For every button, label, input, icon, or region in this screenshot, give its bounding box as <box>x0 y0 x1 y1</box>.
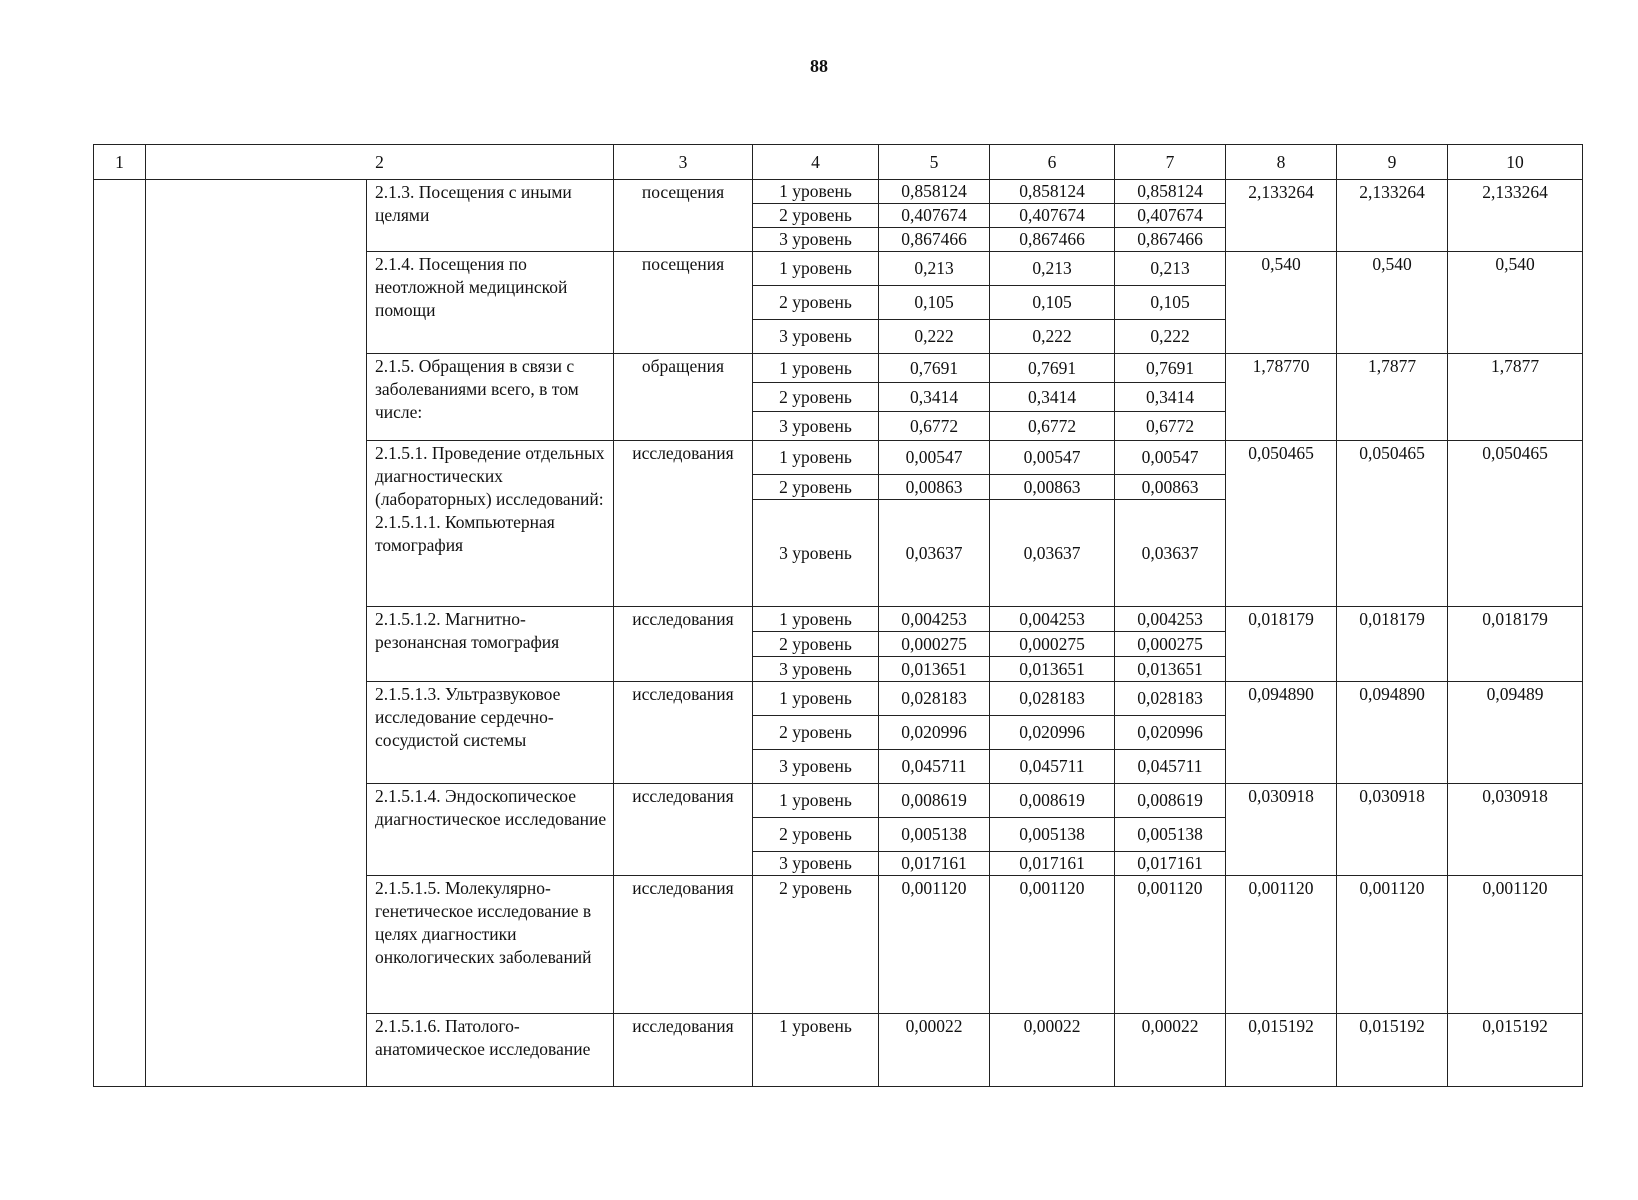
col1-cell <box>94 180 146 1087</box>
indicator-name: 2.1.5.1.2. Магнитно-резонансная томография <box>367 607 614 682</box>
value-cell-5: 0,045711 <box>879 750 990 784</box>
value-cell-6: 0,03637 <box>990 500 1115 607</box>
unit-cell: исследования <box>614 876 753 1014</box>
value-cell-8: 0,540 <box>1226 252 1337 354</box>
level-cell: 2 уровень <box>753 632 879 657</box>
level-cell: 2 уровень <box>753 475 879 500</box>
value-cell-8: 0,001120 <box>1226 876 1337 1014</box>
value-cell-6: 0,017161 <box>990 852 1115 876</box>
level-cell: 2 уровень <box>753 818 879 852</box>
level-cell: 3 уровень <box>753 412 879 441</box>
header-cell: 8 <box>1226 145 1337 180</box>
level-cell: 3 уровень <box>753 750 879 784</box>
level-cell: 1 уровень <box>753 180 879 204</box>
value-cell-7: 0,222 <box>1115 320 1226 354</box>
value-cell-6: 0,004253 <box>990 607 1115 632</box>
value-cell-6: 0,00863 <box>990 475 1115 500</box>
value-cell-7: 0,3414 <box>1115 383 1226 412</box>
value-cell-7: 0,00547 <box>1115 441 1226 475</box>
level-cell: 3 уровень <box>753 320 879 354</box>
unit-cell: исследования <box>614 784 753 876</box>
level-cell: 2 уровень <box>753 876 879 1014</box>
value-cell-5: 0,000275 <box>879 632 990 657</box>
value-cell-7: 0,004253 <box>1115 607 1226 632</box>
value-cell-6: 0,020996 <box>990 716 1115 750</box>
value-cell-9: 1,7877 <box>1337 354 1448 441</box>
indicator-name: 2.1.4. Посещения по неотложной медицинской помощи <box>367 252 614 354</box>
value-cell-7: 0,013651 <box>1115 657 1226 682</box>
unit-cell: исследования <box>614 682 753 784</box>
value-cell-5: 0,7691 <box>879 354 990 383</box>
header-cell: 5 <box>879 145 990 180</box>
level-cell: 1 уровень <box>753 784 879 818</box>
value-cell-10: 0,540 <box>1448 252 1583 354</box>
value-cell-8: 0,018179 <box>1226 607 1337 682</box>
value-cell-7: 0,105 <box>1115 286 1226 320</box>
value-cell-8: 0,094890 <box>1226 682 1337 784</box>
value-cell-10: 0,001120 <box>1448 876 1583 1014</box>
indicator-name: 2.1.5. Обращения в связи с заболеваниями всего, в том числе: <box>367 354 614 441</box>
value-cell-5: 0,867466 <box>879 228 990 252</box>
value-cell-10: 0,018179 <box>1448 607 1583 682</box>
header-cell: 4 <box>753 145 879 180</box>
header-cell: 7 <box>1115 145 1226 180</box>
value-cell-6: 0,00022 <box>990 1014 1115 1087</box>
indicator-name: 2.1.5.1.5. Молекулярно-генетическое исследование в целях диагностики онкологических заболеваний <box>367 876 614 1014</box>
indicator-name: 2.1.5.1.3. Ультразвуковое исследование сердечно-сосудистой системы <box>367 682 614 784</box>
value-cell-9: 0,094890 <box>1337 682 1448 784</box>
value-cell-6: 0,407674 <box>990 204 1115 228</box>
value-cell-5: 0,3414 <box>879 383 990 412</box>
value-cell-7: 0,867466 <box>1115 228 1226 252</box>
value-cell-8: 0,015192 <box>1226 1014 1337 1087</box>
header-cell: 9 <box>1337 145 1448 180</box>
level-cell: 2 уровень <box>753 383 879 412</box>
value-cell-5: 0,00863 <box>879 475 990 500</box>
value-cell-6: 0,7691 <box>990 354 1115 383</box>
value-cell-7: 0,005138 <box>1115 818 1226 852</box>
value-cell-6: 0,013651 <box>990 657 1115 682</box>
header-row <box>94 145 1583 180</box>
value-cell-9: 0,001120 <box>1337 876 1448 1014</box>
value-cell-7: 0,858124 <box>1115 180 1226 204</box>
value-cell-10: 0,09489 <box>1448 682 1583 784</box>
unit-cell: исследования <box>614 1014 753 1087</box>
value-cell-5: 0,008619 <box>879 784 990 818</box>
header-cell: 2 <box>146 145 614 180</box>
indicator-name: 2.1.5.1. Проведение отдельных диагностических (лабораторных) исследований: 2.1.5.1.1. Компьютерная томография <box>367 441 614 607</box>
value-cell-10: 0,030918 <box>1448 784 1583 876</box>
value-cell-6: 0,858124 <box>990 180 1115 204</box>
value-cell-7: 0,00863 <box>1115 475 1226 500</box>
value-cell-7: 0,008619 <box>1115 784 1226 818</box>
value-cell-7: 0,045711 <box>1115 750 1226 784</box>
value-cell-6: 0,00547 <box>990 441 1115 475</box>
unit-cell: посещения <box>614 180 753 252</box>
level-cell: 1 уровень <box>753 607 879 632</box>
value-cell-8: 0,030918 <box>1226 784 1337 876</box>
value-cell-6: 0,008619 <box>990 784 1115 818</box>
value-cell-6: 0,005138 <box>990 818 1115 852</box>
value-cell-5: 0,004253 <box>879 607 990 632</box>
value-cell-6: 0,045711 <box>990 750 1115 784</box>
header-cell: 10 <box>1448 145 1583 180</box>
value-cell-5: 0,005138 <box>879 818 990 852</box>
value-cell-10: 0,050465 <box>1448 441 1583 607</box>
unit-cell: исследования <box>614 441 753 607</box>
value-cell-5: 0,105 <box>879 286 990 320</box>
value-cell-7: 0,00022 <box>1115 1014 1226 1087</box>
value-cell-7: 0,028183 <box>1115 682 1226 716</box>
value-cell-7: 0,407674 <box>1115 204 1226 228</box>
table-row <box>94 180 1583 204</box>
value-cell-5: 0,858124 <box>879 180 990 204</box>
level-cell: 1 уровень <box>753 1014 879 1087</box>
value-cell-10: 2,133264 <box>1448 180 1583 252</box>
value-cell-8: 2,133264 <box>1226 180 1337 252</box>
value-cell-7: 0,020996 <box>1115 716 1226 750</box>
value-cell-10: 1,7877 <box>1448 354 1583 441</box>
level-cell: 1 уровень <box>753 441 879 475</box>
indicator-name: 2.1.5.1.4. Эндоскопическое диагностическое исследование <box>367 784 614 876</box>
value-cell-6: 0,222 <box>990 320 1115 354</box>
value-cell-5: 0,001120 <box>879 876 990 1014</box>
value-cell-7: 0,7691 <box>1115 354 1226 383</box>
page-number: 88 <box>810 56 828 76</box>
value-cell-7: 0,001120 <box>1115 876 1226 1014</box>
value-cell-6: 0,3414 <box>990 383 1115 412</box>
value-cell-5: 0,03637 <box>879 500 990 607</box>
value-cell-5: 0,00547 <box>879 441 990 475</box>
level-cell: 2 уровень <box>753 204 879 228</box>
value-cell-6: 0,867466 <box>990 228 1115 252</box>
level-cell: 3 уровень <box>753 657 879 682</box>
value-cell-5: 0,028183 <box>879 682 990 716</box>
indicator-name: 2.1.5.1.6. Патолого-анатомическое исследование <box>367 1014 614 1087</box>
value-cell-5: 0,020996 <box>879 716 990 750</box>
value-cell-6: 0,028183 <box>990 682 1115 716</box>
value-cell-6: 0,105 <box>990 286 1115 320</box>
value-cell-5: 0,00022 <box>879 1014 990 1087</box>
value-cell-7: 0,017161 <box>1115 852 1226 876</box>
value-cell-5: 0,222 <box>879 320 990 354</box>
data-table <box>93 144 1583 1087</box>
indicator-name: 2.1.3. Посещения с иными целями <box>367 180 614 252</box>
value-cell-9: 0,540 <box>1337 252 1448 354</box>
value-cell-9: 2,133264 <box>1337 180 1448 252</box>
level-cell: 2 уровень <box>753 286 879 320</box>
value-cell-5: 0,213 <box>879 252 990 286</box>
value-cell-5: 0,013651 <box>879 657 990 682</box>
value-cell-8: 0,050465 <box>1226 441 1337 607</box>
level-cell: 1 уровень <box>753 354 879 383</box>
value-cell-5: 0,6772 <box>879 412 990 441</box>
value-cell-9: 0,015192 <box>1337 1014 1448 1087</box>
value-cell-5: 0,017161 <box>879 852 990 876</box>
header-cell: 1 <box>94 145 146 180</box>
level-cell: 3 уровень <box>753 500 879 607</box>
unit-cell: обращения <box>614 354 753 441</box>
value-cell-5: 0,407674 <box>879 204 990 228</box>
level-cell: 1 уровень <box>753 682 879 716</box>
value-cell-7: 0,6772 <box>1115 412 1226 441</box>
header-cell: 3 <box>614 145 753 180</box>
value-cell-6: 0,001120 <box>990 876 1115 1014</box>
value-cell-9: 0,030918 <box>1337 784 1448 876</box>
value-cell-6: 0,000275 <box>990 632 1115 657</box>
level-cell: 1 уровень <box>753 252 879 286</box>
header-cell: 6 <box>990 145 1115 180</box>
value-cell-10: 0,015192 <box>1448 1014 1583 1087</box>
value-cell-7: 0,000275 <box>1115 632 1226 657</box>
value-cell-9: 0,018179 <box>1337 607 1448 682</box>
value-cell-7: 0,03637 <box>1115 500 1226 607</box>
value-cell-8: 1,78770 <box>1226 354 1337 441</box>
value-cell-6: 0,6772 <box>990 412 1115 441</box>
col2-cell <box>146 180 367 1087</box>
unit-cell: посещения <box>614 252 753 354</box>
value-cell-6: 0,213 <box>990 252 1115 286</box>
value-cell-9: 0,050465 <box>1337 441 1448 607</box>
value-cell-7: 0,213 <box>1115 252 1226 286</box>
level-cell: 2 уровень <box>753 716 879 750</box>
level-cell: 3 уровень <box>753 228 879 252</box>
level-cell: 3 уровень <box>753 852 879 876</box>
unit-cell: исследования <box>614 607 753 682</box>
